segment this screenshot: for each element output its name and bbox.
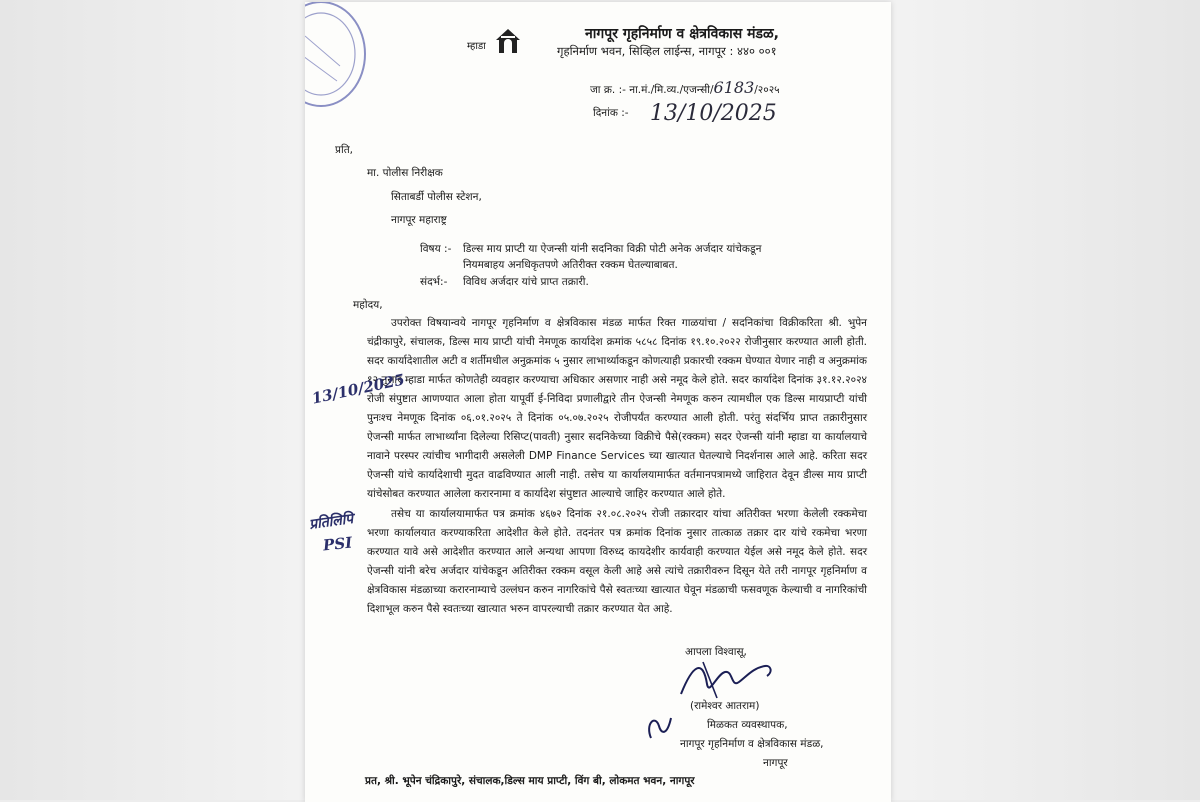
subject-label: विषय :- — [420, 243, 452, 255]
margin-note-psi: PSI — [322, 533, 354, 555]
designation-1: मिळकत व्यवस्थापक, — [707, 719, 788, 731]
letter-page — [305, 2, 891, 802]
office-stamp-icon — [305, 2, 371, 116]
letter-date — [593, 97, 777, 126]
salutation: महोदय, — [353, 299, 383, 311]
reference-text: विविध अर्जदार यांचे प्राप्त तक्रारी. — [463, 276, 589, 288]
reference-label: संदर्भ:- — [420, 276, 448, 288]
mhada-logo-icon — [493, 26, 523, 56]
recipient-line-1: मा. पोलीस निरीक्षक — [367, 167, 443, 179]
body-paragraph-2: तसेच या कार्यालयामार्फत पत्र क्रमांक ४६७२ दिनांक २१.०८.२०२५ रोजी तक्रारदार यांचा अतिरीक्त भरणा केलेली रक्कमेचा भरणा कार्यालयात करण्याकरिता आदेशीत केले होते. तदनंतर पत्र क्रमांक दिनांक नुसार तात्काळ तक्रार दार यांचे रकमेचा भरणा करण्यात यावे असे आदेशीत करण्यात आले अन्यथा आपणा विरुध्द कायदेशीर कार्यवाही करण्यात येईल असे नमूद केले होते. सदर ऐजन्सी यांनी बरेच अर्जदार यांचेकडून अतिरीक्त रक्कम वसूल केली आहे असे त्यांचे तक्रारीवरुन दिसून येते तरी नागपूर गृहनिर्माण व क्षेत्रविकास मंडळाच्या करारनाम्याचे उल्लंघन करुन नागरिकांचे पैसे स्वतःच्या खात्यात घेवून मंडळाची फसवणूक केल्याची व नागरिकांची दिशाभूल करुन पैसे स्वतःच्या खात्यात भरुन वापरल्याची तक्रार करण्यात येत आहे. — [367, 508, 867, 615]
letter-body — [367, 314, 867, 619]
reference-suffix: /२०२५ — [754, 84, 780, 96]
body-paragraph-1: उपरोक्त विषयान्वये नागपूर गृहनिर्माण व क्षेत्रविकास मंडळ मार्फत रिक्त गाळयांचा / सदनिकांचा विक्रीकरिता श्री. भुपेन चंद्रीकापुरे, संचालक, डिल्स माय प्राप्टी यांची नेमणूक कार्यादेश क्रमांक ५८५८ दिनांक १९.१०.२०२२ रोजीनुसार करण्यात आली होती. सदर कार्यादेशातील अटी व शर्तीमधील अनुक्रमांक ५ नुसार लाभार्थ्याकडून कोणत्याही प्रकारची रक्कम घेण्यात येणार नाही व अनुक्रमांक १२ नुसार म्हाडा मार्फत कोणतेही व्यवहार करण्याचा अधिकार असणार नाही असे नमूद केले होते. सदर कार्यादेश दिनांक ३१.१२.२०२४ रोजी संपुष्टात आणण्यात आला होता यापूर्वी ई-निविदा प्रणालीद्वारे तीन ऐजन्सी नेमणूक करुन त्यामधील एक डिल्स मायप्राप्टी यांची पुनःश्च नेमणूक दिनांक ०६.०१.२०२५ ते दिनांक ०५.०७.२०२५ रोजीपर्यंत करण्यात आली होती. परंतु संदर्भिय प्राप्त तक्रारीनुसार ऐजन्सी मार्फत लाभार्थ्यांना दिलेल्या रिसिप्ट(पावती) नुसार सदनिकेच्या विक्रीचे पैसे(रक्कम) सदर ऐजन्सी यांनी म्हाडा या कार्यालयाचे नावाने परस्पर त्यांचीच भागीदारी असलेली DMP Finance Services च्या खात्यात घेतल्याचे निदर्शनास आले आहे. करिता सदर ऐजन्सी यांचे कार्यादेशाची मुदत वाढविण्यात आली नाही. तसेच या कार्यालयामार्फत वर्तमानपत्रामध्ये जाहिरात देवून डील्स माय प्राप्टी यांचेसोबत करण्यात आलेला करारनामा व कार्यादेश संपुष्टात आल्याचे जाहिर करण्यात आले होते. — [367, 317, 867, 500]
initials-icon — [641, 706, 677, 746]
date-handwritten: 13/10/2025 — [649, 101, 777, 126]
reference-prefix: जा क्र. :- ना.मं./मि.व्य./एजन्सी/ — [590, 84, 714, 96]
designation-2: नागपूर गृहनिर्माण व क्षेत्रविकास मंडळ, — [680, 738, 824, 750]
designation-3: नागपूर — [763, 757, 788, 769]
closing-yours: आपला विश्वासू, — [685, 646, 747, 658]
margin-note-pratilipi: प्रतिलिपि — [308, 510, 355, 533]
logo-label: म्हाडा — [467, 41, 486, 52]
date-label: दिनांक :- — [593, 107, 629, 119]
org-address: गृहनिर्माण भवन, सिव्हिल लाईन्स, नागपूर : ४४० ००१ — [557, 44, 777, 58]
reference-number — [590, 78, 780, 97]
org-name: नागपूर गृहनिर्माण व क्षेत्रविकास मंडळ, — [585, 26, 779, 42]
recipient-line-3: नागपूर महाराष्ट्र — [391, 214, 447, 226]
signatory-name: (रामेश्वर आतराम) — [690, 700, 760, 712]
margin-note-date: 13/10/2025 — [310, 370, 407, 408]
signature-icon — [673, 654, 783, 702]
to-label: प्रति, — [335, 144, 354, 156]
subject-line-1: डिल्स माय प्राप्टी या ऐजन्सी यांनी सदनिका विक्री पोटी अनेक अर्जदार यांचेकडून — [463, 243, 762, 255]
recipient-line-2: सिताबर्डी पोलीस स्टेशन, — [391, 191, 482, 203]
reference-number-handwritten: 6183 — [713, 78, 755, 97]
subject-line-2: नियमबाहय अनधिकृतपणे अतिरीक्त रक्कम घेतल्याबाबत. — [463, 259, 678, 271]
copy-to: प्रत, श्री. भूपेन चंद्रिकापुरे, संचालक,डिल्स माय प्राप्टी, विंग बी, लोकमत भवन, नागपूर — [365, 775, 695, 787]
